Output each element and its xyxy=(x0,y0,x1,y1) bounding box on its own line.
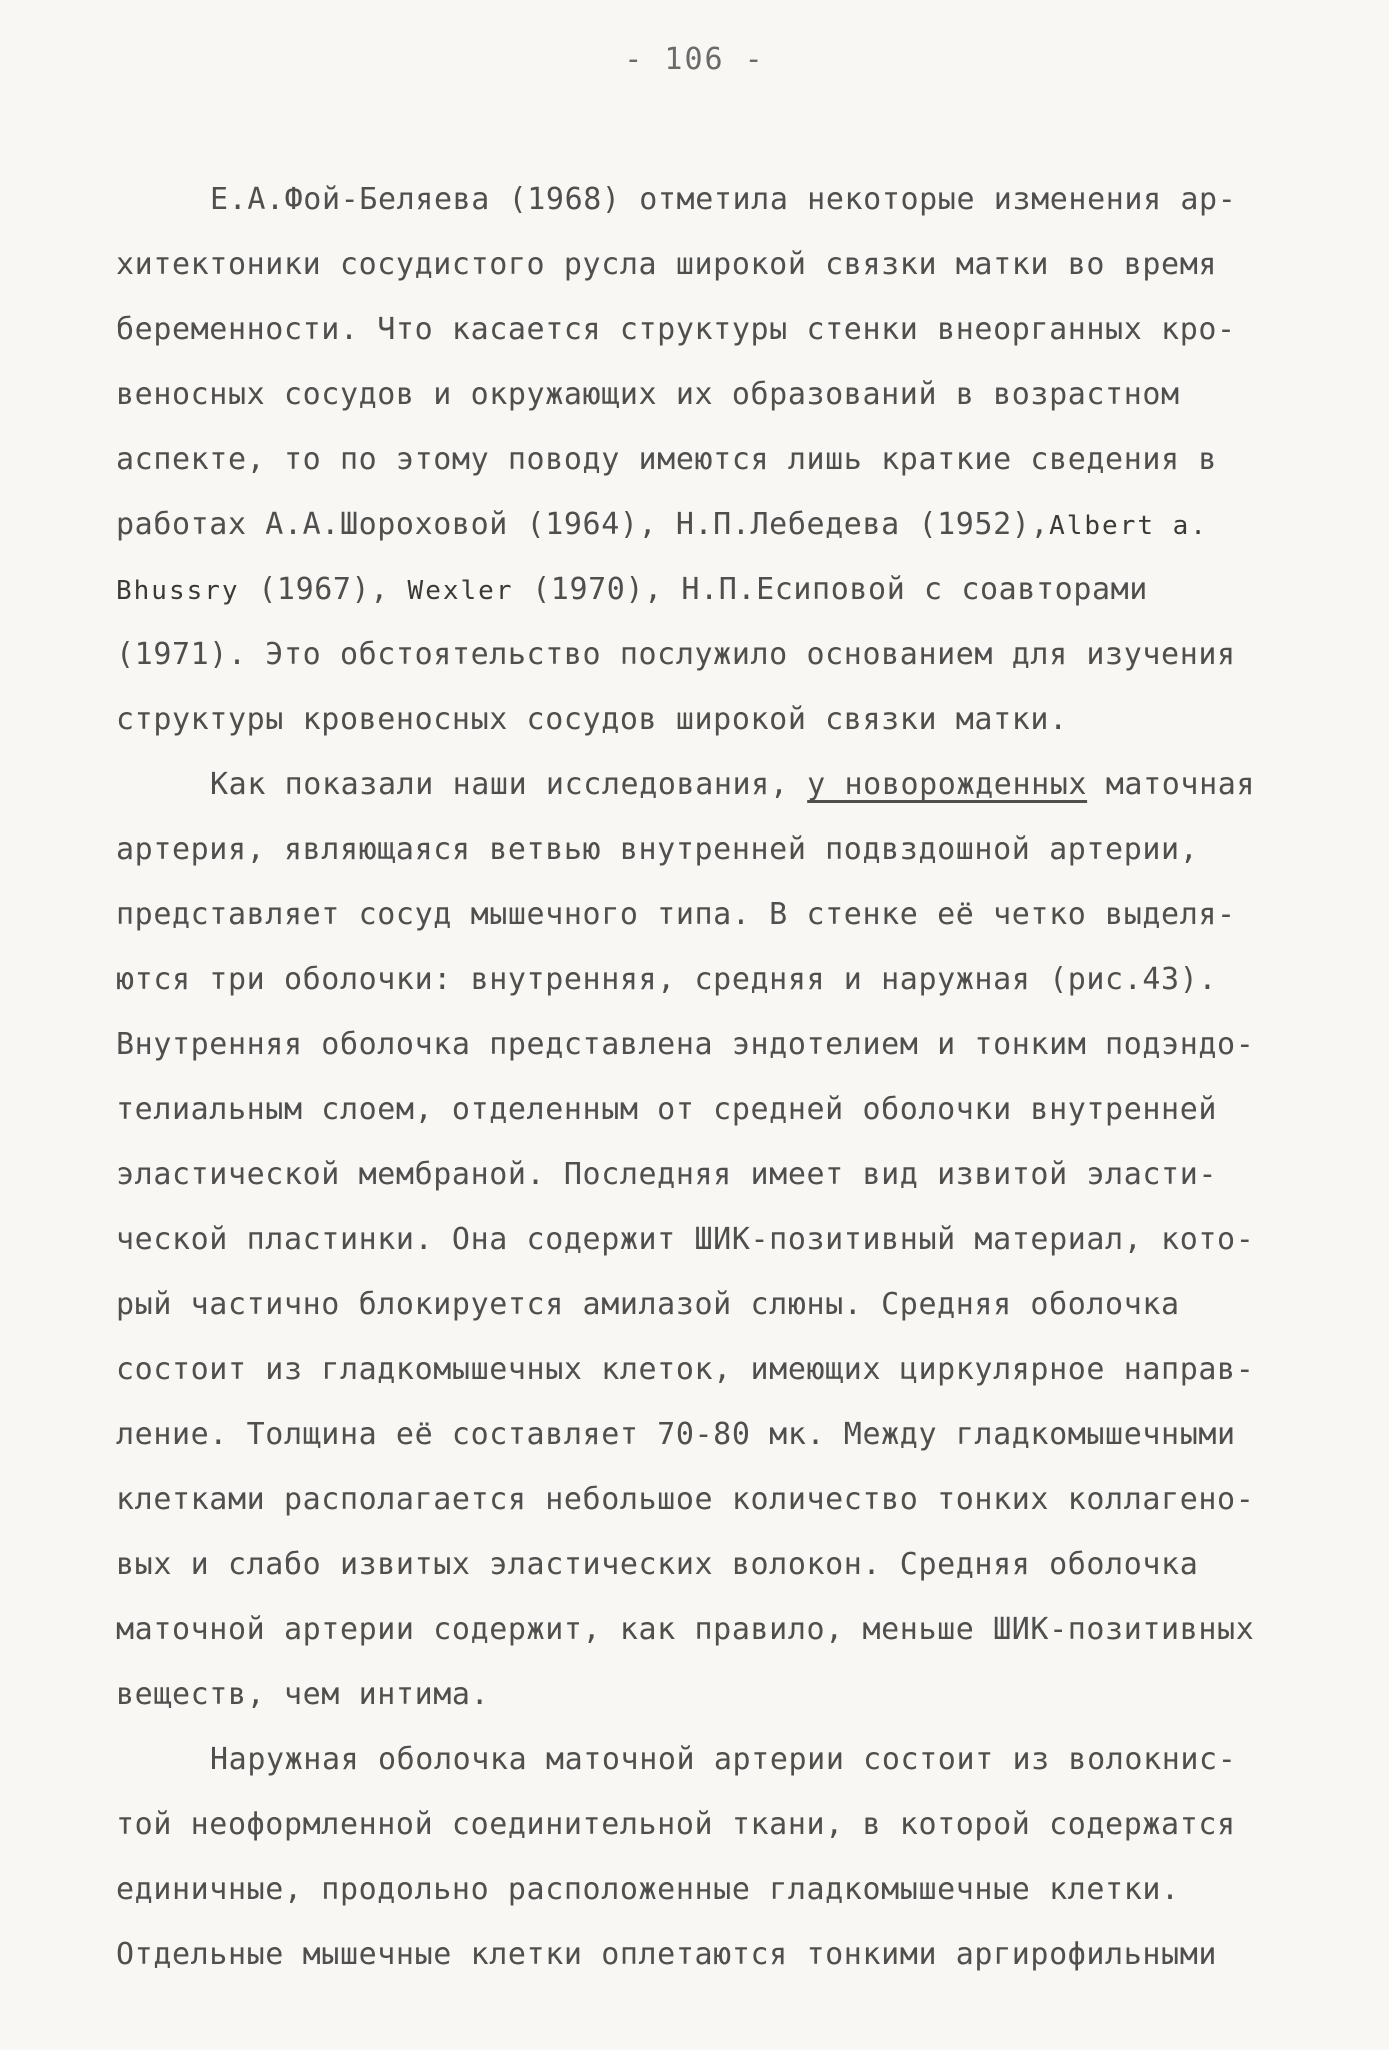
text-line: аспекте, то по этому поводу имеются лишь краткие сведения в xyxy=(116,442,1218,477)
text-line: телиальным слоем, отделенным от средней оболочки внутренней xyxy=(116,1092,1218,1127)
text-line: веществ, чем интима. xyxy=(116,1677,490,1712)
text-segment: маточная xyxy=(1087,767,1256,802)
text-line: структуры кровеносных сосудов широкой связки матки. xyxy=(116,702,1068,737)
text-line: Е.А.Фой-Беляева (1968) отметила некоторые изменения ар- xyxy=(210,182,1237,217)
text-line: артерия, являющаяся ветвью внутренней подвздошной артерии, xyxy=(116,832,1199,867)
page-number: - 106 - xyxy=(624,42,765,77)
text-segment: Как показали наши исследования, xyxy=(210,767,808,802)
underlined-text: у новорожденных xyxy=(807,767,1088,802)
text-line: хитектоники сосудистого русла широкой связки матки во время xyxy=(116,247,1218,282)
text-line: эластической мембраной. Последняя имеет вид извитой эласти- xyxy=(116,1157,1218,1192)
text-line: вых и слабо извитых эластических волокон. Средняя оболочка xyxy=(116,1547,1199,1582)
text-line: веносных сосудов и окружающих их образований в возрастном xyxy=(116,377,1180,412)
text-line: той неоформленной соединительной ткани, в которой содержатся xyxy=(116,1807,1236,1842)
text-segment: (1970), Н.П.Есиповой с соавторами xyxy=(513,572,1148,607)
latin-author: Wexler xyxy=(407,576,514,606)
text-line: ление. Толщина её составляет 70-80 мк. Между гладкомышечными xyxy=(116,1417,1236,1452)
text-line: рый частично блокируется амилазой слюны. Средняя оболочка xyxy=(116,1287,1180,1322)
text-line: маточной артерии содержит, как правило, меньше ШИК-позитивных xyxy=(116,1612,1255,1647)
text-line: ческой пластинки. Она содержит ШИК-позитивный материал, кото- xyxy=(116,1222,1255,1257)
text-line: ются три оболочки: внутренняя, средняя и наружная (рис.43). xyxy=(116,962,1218,997)
text-line xyxy=(116,505,1208,546)
latin-author: Bhussry xyxy=(116,576,240,606)
text-line: Отдельные мышечные клетки оплетаются тонкими аргирофильными xyxy=(116,1937,1218,1972)
text-line xyxy=(210,765,1255,805)
text-line: состоит из гладкомышечных клеток, имеющих циркулярное направ- xyxy=(116,1352,1255,1387)
text-line: клетками располагается небольшое количество тонких коллагено- xyxy=(116,1482,1255,1517)
text-line: Наружная оболочка маточной артерии состоит из волокнис- xyxy=(210,1742,1237,1777)
text-line: (1971). Это обстоятельство послужило основанием для изучения xyxy=(116,637,1236,672)
text-line: беременности. Что касается структуры стенки внеорганных кро- xyxy=(116,312,1236,347)
text-line: Внутренняя оболочка представлена эндотелием и тонким подэндо- xyxy=(116,1027,1255,1062)
text-segment: (1967), xyxy=(239,572,408,607)
text-line: представляет сосуд мышечного типа. В стенке её четко выделя- xyxy=(116,897,1236,932)
text-line xyxy=(116,570,1148,611)
text-segment: работах А.А.Шороховой (1964), Н.П.Лебедева (1952), xyxy=(116,507,1050,542)
text-line: единичные, продольно расположенные гладкомышечные клетки. xyxy=(116,1872,1180,1907)
latin-author: Albert a. xyxy=(1049,511,1208,541)
